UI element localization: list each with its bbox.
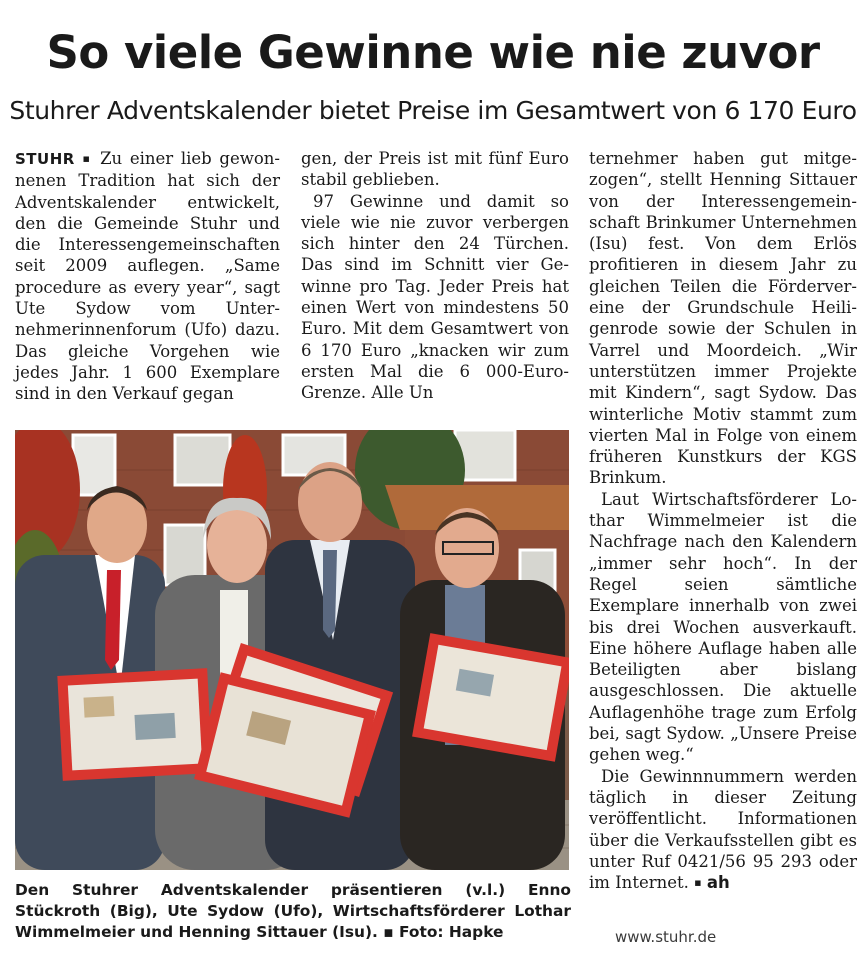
paragraph-text: Die Gewinnnummern werden täglich in dieser Zeitung veröffentlicht. Informationen über die Verkaufsstellen gibt es unter Ruf 0421/56 95 293 oder im Internet. xyxy=(589,766,857,893)
dateline: STUHR xyxy=(15,150,75,168)
paragraph: gen, der Preis ist mit fünf Euro stabil geblieben. xyxy=(301,149,569,190)
paragraph xyxy=(589,766,857,894)
subheadline: Stuhrer Adventskalender bietet Preise im Gesamtwert von 6 170 Euro xyxy=(9,96,857,125)
article-column-1 xyxy=(15,148,280,405)
headline: So viele Gewinne wie nie zuvor xyxy=(46,26,820,79)
bullet-icon: ▪ xyxy=(82,152,93,165)
paragraph: 97 Gewinne und damit so viele wie nie zuvor verbergen sich hinter den 24 Türchen. Das sind im Schnitt vier Gewinne pro Tag. Jeder Preis hat einen Wert von mindestens 50 Euro. Mit dem Gesamtwert von 6 170 Euro „knacken wir zum ersten Mal die 6 000-Euro-Grenze. Alle Un xyxy=(301,191,569,403)
paragraph: Laut Wirtschaftsförderer Lothar Wimmelmeier ist die Nachfrage nach den Kalendern „immer sehr hoch“. In der Regel seien sämtliche Exemplare innerhalb von zwei bis drei Wochen ausverkauft. Eine höhere Auflage haben alle Beteiligten aber bislang ausgeschlossen. Die aktuelle Auflagenhöhe trage zum Erfolg bei, sagt Sydow. „Unsere Preise gehen weg.“ xyxy=(589,489,857,765)
website-link[interactable]: www.stuhr.de xyxy=(615,928,717,946)
article-photo xyxy=(15,430,569,870)
paragraph-text: Zu einer lieb gewonnenen Tradition hat sich der Adventskalender entwickelt, den die Gemeinde Stuhr und die Interessengemeinschaften seit 2009 auflegen. „Same procedure as every year“, sagt Ute Sydow vom Unternehmerinnenforum (Ufo) dazu. Das gleiche Vorgehen wie jedes Jahr. 1 600 Exemplare sind in den Verkauf gegan xyxy=(15,149,280,404)
author-initials: ah xyxy=(706,873,730,893)
bullet-icon: ▪ xyxy=(694,876,702,890)
paragraph xyxy=(15,148,280,405)
article-column-3 xyxy=(589,148,857,893)
paragraph: ternehmer haben gut mitgezogen“, stellt Henning Sittauer von der Interessengemeinschaft Brinkumer Unternehmen (Isu) fest. Von dem Erlös profitieren in diesem Jahr zu gleichen Teilen die Fördervereine der Grundschule Heiligenrode sowie der Schulen in Varrel und Moordeich. „Wir unterstützen immer Projekte mit Kindern“, sagt Sydow. Das winterliche Motiv stammt zum vierten Mal in Folge von einem früheren Kunstkurs der KGS Brinkum. xyxy=(589,149,857,488)
article-column-2 xyxy=(301,148,569,404)
photo-caption: Den Stuhrer Adventskalender präsentieren (v.l.) Enno Stückroth (Big), Ute Sydow (Ufo), Wirtschaftsförderer Lothar Wimmelmeier und Henning Sittauer (Isu). ▪ Foto: Hapke xyxy=(15,881,571,941)
